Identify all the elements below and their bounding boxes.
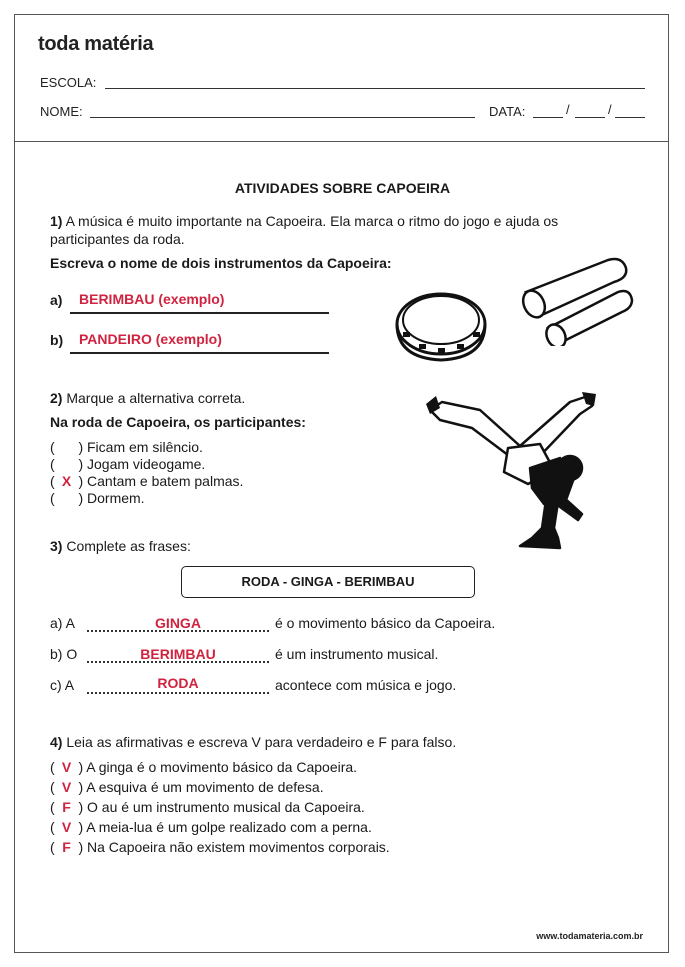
q4-item[interactable]: ( V ) A meia-lua é um golpe realizado com a perna. xyxy=(50,819,372,835)
q4-number: 4) xyxy=(50,734,63,750)
date-label: DATA: xyxy=(489,104,526,119)
q4-item[interactable]: ( V ) A esquiva é um movimento de defesa. xyxy=(50,779,324,795)
q3-sentence-a-blank[interactable] xyxy=(87,630,269,632)
q3-number: 3) xyxy=(50,538,63,554)
q4-item-mark: F xyxy=(62,839,71,855)
q3-sentence-b-answer: BERIMBAU xyxy=(140,646,216,662)
tambourine-icon xyxy=(393,288,493,368)
date-month-field[interactable] xyxy=(575,117,605,118)
q2-option-text: ) Ficam em silêncio. xyxy=(78,439,203,455)
capoeira-player-icon xyxy=(420,388,600,553)
q4-item-text: ) O au é um instrumento musical da Capoeira. xyxy=(78,799,365,815)
q4-item-mark: F xyxy=(62,799,71,815)
q4-item[interactable]: ( V ) A ginga é o movimento básico da Capoeira. xyxy=(50,759,358,775)
q2-option-mark: X xyxy=(61,473,72,489)
caxixi-shakers-icon xyxy=(518,254,636,346)
logo: toda matéria xyxy=(38,33,154,55)
q4-text xyxy=(50,733,456,751)
q1-text-line1: A música é muito importante na Capoeira. Ela marca o ritmo do jogo e ajuda os xyxy=(65,213,559,229)
q2-option-text: ) Dormem. xyxy=(78,490,145,506)
q4-item-mark: V xyxy=(61,759,72,775)
q2-option-text: ) Cantam e batem palmas. xyxy=(78,473,244,489)
q4-item-text: ) A meia-lua é um golpe realizado com a perna. xyxy=(78,819,372,835)
q2-option[interactable]: ( ) Ficam em silêncio. xyxy=(50,439,203,455)
page-title: ATIVIDADES SOBRE CAPOEIRA xyxy=(234,180,451,196)
q2-option-text: ) Jogam videogame. xyxy=(78,456,206,472)
q1-item-b-label: b) xyxy=(50,332,64,348)
q2-number: 2) xyxy=(50,390,63,406)
school-label: ESCOLA: xyxy=(40,75,97,90)
q3-text xyxy=(50,537,191,555)
q2-option[interactable]: ( ) Jogam videogame. xyxy=(50,456,206,472)
q3-sentence-b-blank[interactable] xyxy=(87,661,269,663)
q3-sentence-b-prefix: b) O xyxy=(50,646,78,662)
q3-text-body: Complete as frases: xyxy=(66,538,191,554)
q1-item-b-answer: PANDEIRO (exemplo) xyxy=(79,331,222,347)
q3-sentence-a-answer: GINGA xyxy=(155,615,201,631)
q1-instruction: Escreva o nome de dois instrumentos da Capoeira: xyxy=(50,255,392,271)
q1-text xyxy=(50,212,640,230)
q1-text-line2: participantes da roda. xyxy=(50,231,185,247)
q2-text-body: Marque a alternativa correta. xyxy=(66,390,246,406)
q3-sentence-a-suffix: é o movimento básico da Capoeira. xyxy=(275,615,496,631)
q3-sentence-a-prefix: a) A xyxy=(50,615,75,631)
name-field[interactable] xyxy=(90,117,475,118)
q2-option[interactable]: ( X ) Cantam e batem palmas. xyxy=(50,473,244,489)
q4-item[interactable]: ( F ) O au é um instrumento musical da Capoeira. xyxy=(50,799,365,815)
header-separator xyxy=(14,141,669,142)
date-year-field[interactable] xyxy=(615,117,645,118)
date-separator: / xyxy=(608,102,612,117)
q1-item-a-label: a) xyxy=(50,292,63,308)
q2-option[interactable]: ( ) Dormem. xyxy=(50,490,145,506)
q4-text-body: Leia as afirmativas e escreva V para verdadeiro e F para falso. xyxy=(66,734,457,750)
q1-item-a-line[interactable] xyxy=(70,312,329,314)
q3-sentence-c-blank[interactable] xyxy=(87,692,269,694)
q2-instruction: Na roda de Capoeira, os participantes: xyxy=(50,414,306,430)
footer-url: www.todamateria.com.br xyxy=(536,931,643,941)
q3-sentence-c-suffix: acontece com música e jogo. xyxy=(275,677,457,693)
q4-item-text: ) A ginga é o movimento básico da Capoeira. xyxy=(78,759,358,775)
q4-item-text: ) A esquiva é um movimento de defesa. xyxy=(78,779,324,795)
word-bank: RODA - GINGA - BERIMBAU xyxy=(181,566,475,598)
q1-item-b-line[interactable] xyxy=(70,352,329,354)
q4-item-mark: V xyxy=(61,779,72,795)
q4-item-mark: V xyxy=(61,819,72,835)
q4-item-text: ) Na Capoeira não existem movimentos corporais. xyxy=(78,839,390,855)
school-field[interactable] xyxy=(105,88,645,89)
date-separator: / xyxy=(566,102,570,117)
q3-sentence-c-answer: RODA xyxy=(157,675,199,691)
q3-sentence-c-prefix: c) A xyxy=(50,677,75,693)
q4-item[interactable]: ( F ) Na Capoeira não existem movimentos corporais. xyxy=(50,839,390,855)
q2-text xyxy=(50,389,245,407)
q1-number: 1) xyxy=(50,213,63,229)
q3-sentence-b-suffix: é um instrumento musical. xyxy=(275,646,439,662)
date-day-field[interactable] xyxy=(533,117,563,118)
name-label: NOME: xyxy=(40,104,83,119)
q1-item-a-answer: BERIMBAU (exemplo) xyxy=(79,291,225,307)
